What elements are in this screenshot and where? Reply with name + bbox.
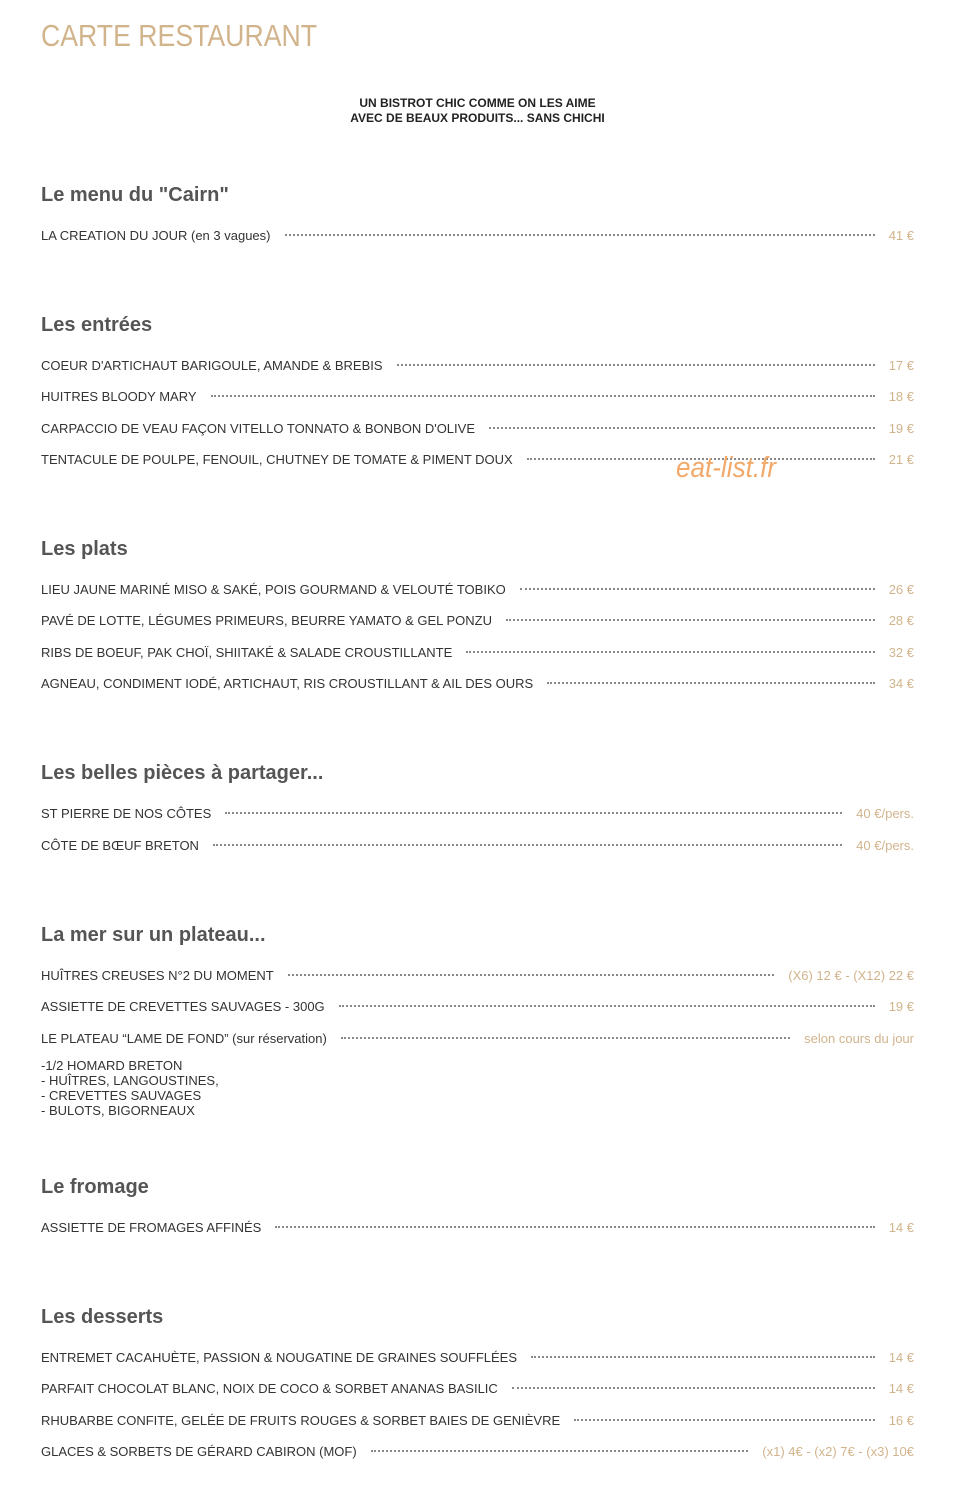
section-title-menu-cairn: Le menu du "Cairn"	[41, 184, 229, 206]
menu-item-name: CÔTE DE BŒUF BRETON	[41, 837, 199, 853]
menu-item-price: 21 €	[888, 451, 914, 467]
dotted-leader	[489, 427, 875, 429]
menu-item	[41, 835, 914, 855]
dotted-leader	[520, 588, 875, 590]
menu-item-name: LE PLATEAU “LAME DE FOND” (sur réservation)	[41, 1030, 327, 1046]
dotted-leader	[285, 234, 875, 236]
plateau-line: - HUÎTRES, LANGOUSTINES,	[41, 1073, 219, 1088]
menu-item-name: COEUR D'ARTICHAUT BARIGOULE, AMANDE & BREBIS	[41, 357, 383, 373]
dotted-leader	[275, 1226, 874, 1228]
dotted-leader	[339, 1005, 875, 1007]
menu-item-name: RHUBARBE CONFITE, GELÉE DE FRUITS ROUGES & SORBET BAIES DE GENIÈVRE	[41, 1412, 561, 1428]
menu-item	[41, 803, 914, 823]
menu-item-price: 18 €	[888, 388, 914, 404]
dotted-leader	[341, 1037, 790, 1039]
menu-item	[41, 355, 914, 375]
menu-item-price: selon cours du jour	[804, 1030, 914, 1046]
menu-item-price: 16 €	[888, 1412, 914, 1428]
section-title-belles-pieces: Les belles pièces à partager...	[41, 762, 324, 784]
menu-item	[41, 1217, 914, 1237]
menu-item-name: ENTREMET CACAHUÈTE, PASSION & NOUGATINE DE GRAINES SOUFFLÉES	[41, 1349, 518, 1365]
plateau-line: -1/2 HOMARD BRETON	[41, 1058, 183, 1073]
dotted-leader	[371, 1450, 749, 1452]
menu-item-price: (X6) 12 € - (X12) 22 €	[788, 967, 914, 983]
menu-item-name: GLACES & SORBETS DE GÉRARD CABIRON (MOF)	[41, 1443, 357, 1459]
dotted-leader	[531, 1356, 875, 1358]
menu-item	[41, 1347, 914, 1367]
dotted-leader	[211, 395, 875, 397]
plateau-line: - CREVETTES SAUVAGES	[41, 1088, 202, 1103]
menu-item-price: 17 €	[888, 357, 914, 373]
menu-item-name: AGNEAU, CONDIMENT IODÉ, ARTICHAUT, RIS CROUSTILLANT & AIL DES OURS	[41, 675, 534, 691]
menu-item-name: PAVÉ DE LOTTE, LÉGUMES PRIMEURS, BEURRE YAMATO & GEL PONZU	[41, 612, 493, 628]
section-title-desserts: Les desserts	[41, 1306, 164, 1328]
section-title-plats: Les plats	[41, 538, 128, 560]
menu-item-price: 14 €	[888, 1219, 914, 1235]
menu-item-price: 19 €	[888, 420, 914, 436]
page-title: CARTE RESTAURANT	[41, 18, 318, 53]
menu-item	[41, 418, 914, 438]
tagline-line-2: AVEC DE BEAUX PRODUITS... SANS CHICHI	[350, 111, 605, 125]
menu-item-price: 40 €/pers.	[856, 805, 914, 821]
menu-item-price: (x1) 4€ - (x2) 7€ - (x3) 10€	[762, 1443, 914, 1459]
dotted-leader	[397, 364, 875, 366]
menu-item	[41, 1378, 914, 1398]
menu-item	[41, 386, 914, 406]
menu-item	[41, 1441, 914, 1461]
menu-item-name: PARFAIT CHOCOLAT BLANC, NOIX DE COCO & SORBET ANANAS BASILIC	[41, 1380, 498, 1396]
plateau-contents	[41, 1058, 219, 1118]
menu-item	[41, 1028, 914, 1048]
dotted-leader	[574, 1419, 875, 1421]
menu-item-price: 14 €	[888, 1380, 914, 1396]
menu-item-price: 40 €/pers.	[856, 837, 914, 853]
dotted-leader	[547, 682, 875, 684]
menu-item-name: LIEU JAUNE MARINÉ MISO & SAKÉ, POIS GOURMAND & VELOUTÉ TOBIKO	[41, 581, 506, 597]
menu-item-name: HUITRES BLOODY MARY	[41, 388, 197, 404]
menu-item-price: 34 €	[888, 675, 914, 691]
menu-item	[41, 996, 914, 1016]
menu-item	[41, 965, 914, 985]
menu-item-price: 41 €	[888, 227, 914, 243]
menu-item-price: 32 €	[888, 644, 914, 660]
menu-item	[41, 610, 914, 630]
plateau-line: - BULOTS, BIGORNEAUX	[41, 1103, 195, 1118]
dotted-leader	[288, 974, 775, 976]
menu-item-name: ASSIETTE DE FROMAGES AFFINÉS	[41, 1219, 262, 1235]
menu-item-name: TENTACULE DE POULPE, FENOUIL, CHUTNEY DE TOMATE & PIMENT DOUX	[41, 451, 513, 467]
menu-item-price: 26 €	[888, 581, 914, 597]
menu-item-name: ST PIERRE DE NOS CÔTES	[41, 805, 212, 821]
menu-item-name: HUÎTRES CREUSES N°2 DU MOMENT	[41, 967, 274, 983]
menu-item-name: CARPACCIO DE VEAU FAÇON VITELLO TONNATO & BONBON D'OLIVE	[41, 420, 475, 436]
menu-item	[41, 449, 914, 469]
menu-item	[41, 1410, 914, 1430]
section-title-entrees: Les entrées	[41, 314, 153, 336]
menu-item-price: 19 €	[888, 998, 914, 1014]
menu-item	[41, 642, 914, 662]
dotted-leader	[225, 812, 842, 814]
watermark: eat-list.fr	[676, 452, 777, 484]
menu-item-name: LA CREATION DU JOUR (en 3 vagues)	[41, 227, 271, 243]
dotted-leader	[506, 619, 875, 621]
menu-item-price: 28 €	[888, 612, 914, 628]
tagline	[0, 96, 955, 126]
menu-item-price: 14 €	[888, 1349, 914, 1365]
dotted-leader	[512, 1387, 875, 1389]
menu-item	[41, 673, 914, 693]
section-title-fromage: Le fromage	[41, 1176, 149, 1198]
menu-item	[41, 225, 914, 245]
menu-item	[41, 579, 914, 599]
dotted-leader	[466, 651, 874, 653]
section-title-mer-plateau: La mer sur un plateau...	[41, 924, 266, 946]
menu-item-name: RIBS DE BOEUF, PAK CHOÏ, SHIITAKÉ & SALADE CROUSTILLANTE	[41, 644, 453, 660]
dotted-leader	[213, 844, 842, 846]
menu-item-name: ASSIETTE DE CREVETTES SAUVAGES - 300G	[41, 998, 325, 1014]
tagline-line-1: UN BISTROT CHIC COMME ON LES AIME	[359, 96, 596, 110]
